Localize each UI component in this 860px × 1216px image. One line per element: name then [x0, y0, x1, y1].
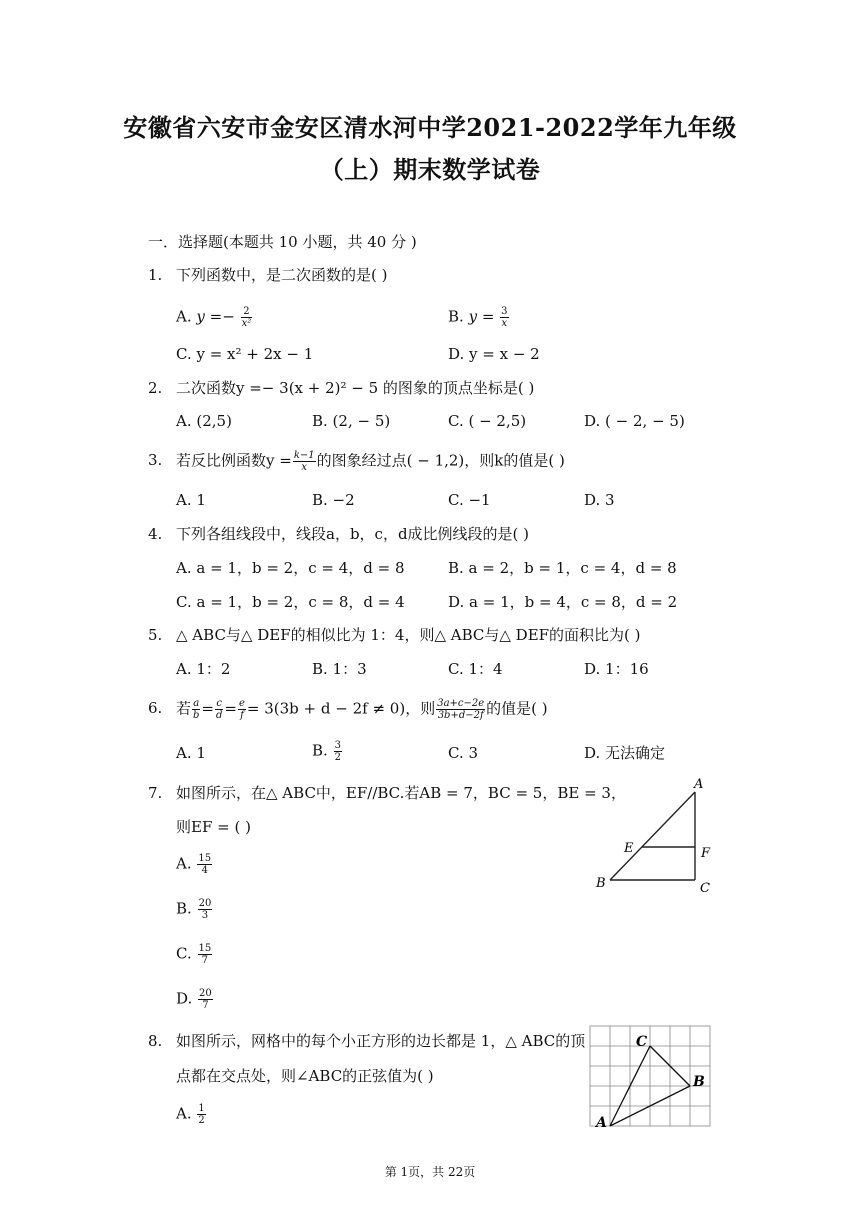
- q4-option-a[interactable]: A. a = 1，b = 2，c = 4，d = 8: [176, 559, 405, 577]
- q1-number: 1.: [148, 266, 163, 284]
- q1-a-expr: y =−: [196, 307, 235, 326]
- q4-stem: 下列各组线段中，线段a，b，c，d成比例线段的是( ): [176, 525, 530, 543]
- q7-stem-line2: 则EF = ( ): [176, 818, 251, 836]
- q7-option-c[interactable]: C. $\frac{15}{7}$: [176, 943, 212, 966]
- q2-option-d[interactable]: D. ( − 2, − 5): [584, 412, 685, 430]
- q3-stem: 若反比例函数y = $\frac{k-1}{x}$ 的图象经过点( − 1,2)，则k的值是( ): [176, 450, 565, 473]
- q2-stem: 二次函数y =− 3(x + 2)² − 5 的图象的顶点坐标是( ): [176, 379, 535, 397]
- q3-option-a[interactable]: A. 1: [176, 491, 206, 509]
- q7-option-b[interactable]: B. $\frac{20}{3}$: [176, 898, 212, 921]
- q5-option-d[interactable]: D. 1：16: [584, 660, 649, 678]
- q3-option-b[interactable]: B. −2: [312, 491, 355, 509]
- page-footer: 第 1页，共 22页: [384, 1165, 476, 1179]
- q1-a-fraction: $\frac{2}{\text{x²}}$: [241, 306, 252, 329]
- q1-option-b[interactable]: [448, 306, 510, 329]
- q4-option-d[interactable]: D. a = 1，b = 4，c = 8，d = 2: [448, 593, 678, 611]
- q3-option-c[interactable]: C. −1: [448, 491, 491, 509]
- q7-label-c: C: [700, 881, 710, 896]
- q5-option-a[interactable]: A. 1：2: [176, 660, 231, 678]
- q8-option-a[interactable]: A. $\frac{1}{2}$: [176, 1103, 205, 1126]
- q1-stem: 下列函数中，是二次函数的是( ): [176, 266, 388, 284]
- page-title-line1: 安徽省六安市金安区清水河中学2021-2022学年九年级: [123, 113, 737, 142]
- q7-triangle-figure: [590, 772, 720, 897]
- q8-label-c: C: [636, 1034, 648, 1050]
- q7-label-f: F: [701, 846, 711, 861]
- q1-b-expr: y =: [468, 307, 495, 326]
- q7-label-b: B: [596, 876, 606, 891]
- q5-stem: △ ABC与△ DEF的相似比为 1：4，则△ ABC与△ DEF的面积比为( ): [176, 626, 641, 644]
- q7-label-e: E: [624, 841, 634, 856]
- q8-stem-line2: 点都在交点处，则∠ABC的正弦值为( ): [176, 1067, 434, 1085]
- q5-option-b[interactable]: B. 1：3: [312, 660, 367, 678]
- q1-a-label: A.: [176, 307, 192, 326]
- q8-label-b: B: [693, 1074, 705, 1090]
- q1-option-c[interactable]: C. y = x² + 2x − 1: [176, 345, 314, 363]
- section-heading: 一．选择题(本题共 10 小题，共 40 分 ): [148, 233, 417, 251]
- q7-number: 7.: [148, 784, 163, 802]
- q6-number: 6.: [148, 699, 163, 717]
- q4-option-b[interactable]: B. a = 2，b = 1，c = 4，d = 8: [448, 559, 677, 577]
- q8-label-a: A: [596, 1115, 607, 1131]
- q2-number: 2.: [148, 379, 163, 397]
- q8-stem-line1: 如图所示，网格中的每个小正方形的边长都是 1，△ ABC的顶: [176, 1032, 586, 1050]
- q8-grid-figure: [588, 1024, 716, 1134]
- q6-option-d[interactable]: D. 无法确定: [584, 744, 666, 762]
- q1-b-fraction: $\frac{3}{x}$: [501, 306, 508, 329]
- q2-option-c[interactable]: C. ( − 2,5): [448, 412, 527, 430]
- q2-option-a[interactable]: A. (2,5): [176, 412, 232, 430]
- q1-option-d[interactable]: D. y = x − 2: [448, 345, 540, 363]
- q1-b-label: B.: [448, 307, 464, 326]
- q1-option-a[interactable]: [176, 306, 253, 329]
- q5-option-c[interactable]: C. 1：4: [448, 660, 503, 678]
- q6-option-a[interactable]: A. 1: [176, 744, 206, 762]
- q8-number: 8.: [148, 1032, 163, 1050]
- page-title-line2: （上）期末数学试卷: [319, 155, 541, 184]
- q6-stem: 若 $\frac{a}{b}$ = $\frac{c}{d}$ = $\frac{e}{f}$ = 3(3b + d − 2f ≠ 0)，则 $\frac{3a+c-2e}{3b+d-2f}$ 的值是( ): [176, 698, 548, 721]
- q4-option-c[interactable]: C. a = 1，b = 2，c = 8，d = 4: [176, 593, 405, 611]
- q6-option-b[interactable]: B. $\frac{3}{2}$: [312, 740, 341, 763]
- q7-option-a[interactable]: A. $\frac{15}{4}$: [176, 853, 212, 876]
- q3-number: 3.: [148, 451, 163, 469]
- q3-option-d[interactable]: D. 3: [584, 491, 615, 509]
- q7-label-a: A: [694, 777, 704, 792]
- q4-number: 4.: [148, 525, 163, 543]
- q3-fraction: $\frac{k-1}{x}$: [293, 450, 315, 473]
- q5-number: 5.: [148, 626, 163, 644]
- q6-option-c[interactable]: C. 3: [448, 744, 479, 762]
- q2-option-b[interactable]: B. (2, − 5): [312, 412, 391, 430]
- q7-stem-line1: 如图所示，在△ ABC中，EF//BC.若AB = 7，BC = 5，BE = 3，: [176, 784, 626, 802]
- q7-option-d[interactable]: D. $\frac{20}{7}$: [176, 988, 212, 1011]
